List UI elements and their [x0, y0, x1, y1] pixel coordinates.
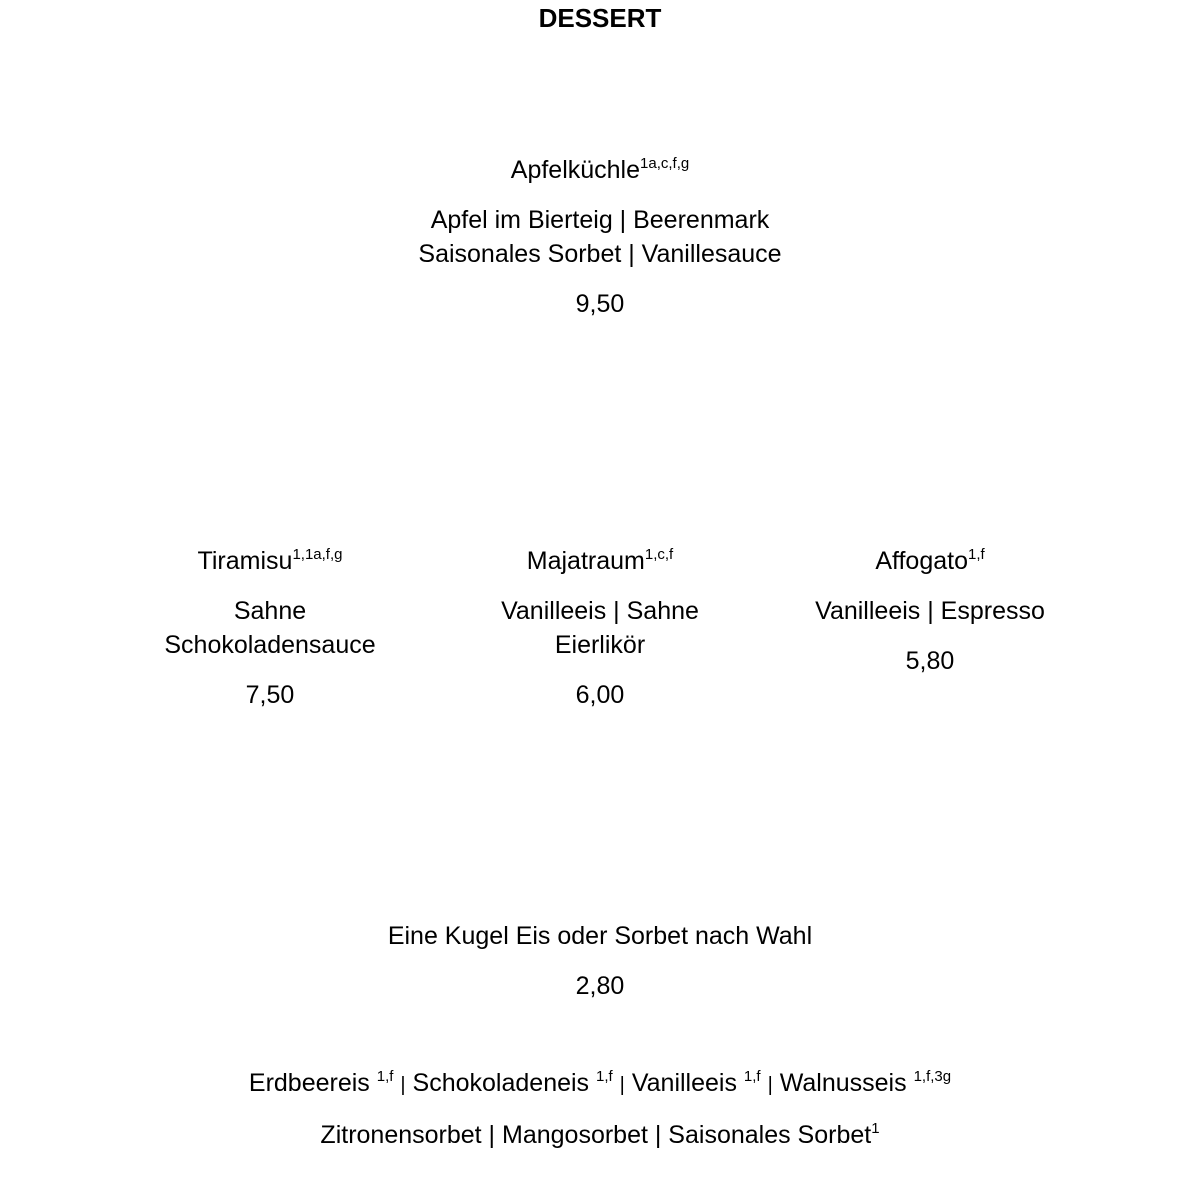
- sorbet-list: Zitronensorbet | Mangosorbet | Saisonales Sorbet: [320, 1121, 872, 1149]
- item-description-line: Sahne: [233, 597, 307, 625]
- item-name-text: Tiramisu: [197, 547, 293, 575]
- separator: |: [767, 1074, 773, 1096]
- item-price: 9,50: [575, 290, 625, 318]
- item-description-line: Schokoladensauce: [164, 631, 376, 659]
- allergen-codes: 1,c,f: [644, 546, 674, 563]
- allergen-codes: 1,1a,f,g: [292, 546, 343, 563]
- flavor-name: Vanilleeis: [631, 1069, 737, 1097]
- allergen-codes: 1,f: [743, 1068, 761, 1085]
- menu-item-affogato: [770, 546, 1090, 676]
- scoop-offer: [0, 921, 1200, 1001]
- flavor-name: Erdbeereis: [248, 1069, 370, 1097]
- menu-item-majatraum: [440, 546, 760, 710]
- scoop-title: Eine Kugel Eis oder Sorbet nach Wahl: [387, 922, 813, 950]
- scoop-price: 2,80: [575, 972, 625, 1000]
- sorbet-flavors: [0, 1120, 1200, 1150]
- allergen-codes: 1,f: [968, 546, 985, 563]
- page-title: DESSERT: [538, 3, 662, 33]
- allergen-codes: 1,f: [376, 1068, 394, 1085]
- allergen-codes: 1: [871, 1120, 880, 1137]
- item-name-text: Apfelküchle: [510, 156, 641, 184]
- ice-cream-flavors: [0, 1068, 1200, 1100]
- featured-item: [0, 155, 1200, 319]
- item-price: 7,50: [245, 681, 295, 709]
- allergen-codes: 1,f: [596, 1068, 613, 1085]
- item-name: [110, 546, 430, 576]
- item-description-line: Eierlikör: [554, 631, 646, 659]
- item-price: 6,00: [575, 681, 625, 709]
- allergen-codes: 1,f,3g: [913, 1068, 952, 1085]
- item-description-line: Apfel im Bierteig | Beerenmark: [430, 206, 770, 234]
- item-description-line: Vanilleeis | Espresso: [815, 597, 1045, 625]
- flavor-name: Walnusseis: [779, 1069, 907, 1097]
- item-name-text: Affogato: [875, 547, 968, 575]
- menu-item-tiramisu: [110, 546, 430, 710]
- item-name: [0, 155, 1200, 185]
- item-name-text: Majatraum: [526, 547, 645, 575]
- item-name: [440, 546, 760, 576]
- allergen-codes: 1a,c,f,g: [640, 155, 690, 172]
- separator: |: [400, 1074, 406, 1096]
- item-description-line: Saisonales Sorbet | Vanillesauce: [418, 240, 782, 268]
- item-description-line: Vanilleeis | Sahne: [501, 597, 699, 625]
- separator: |: [619, 1074, 625, 1096]
- flavor-name: Schokoladeneis: [412, 1069, 590, 1097]
- item-price: 5,80: [905, 647, 955, 675]
- item-name: [770, 546, 1090, 576]
